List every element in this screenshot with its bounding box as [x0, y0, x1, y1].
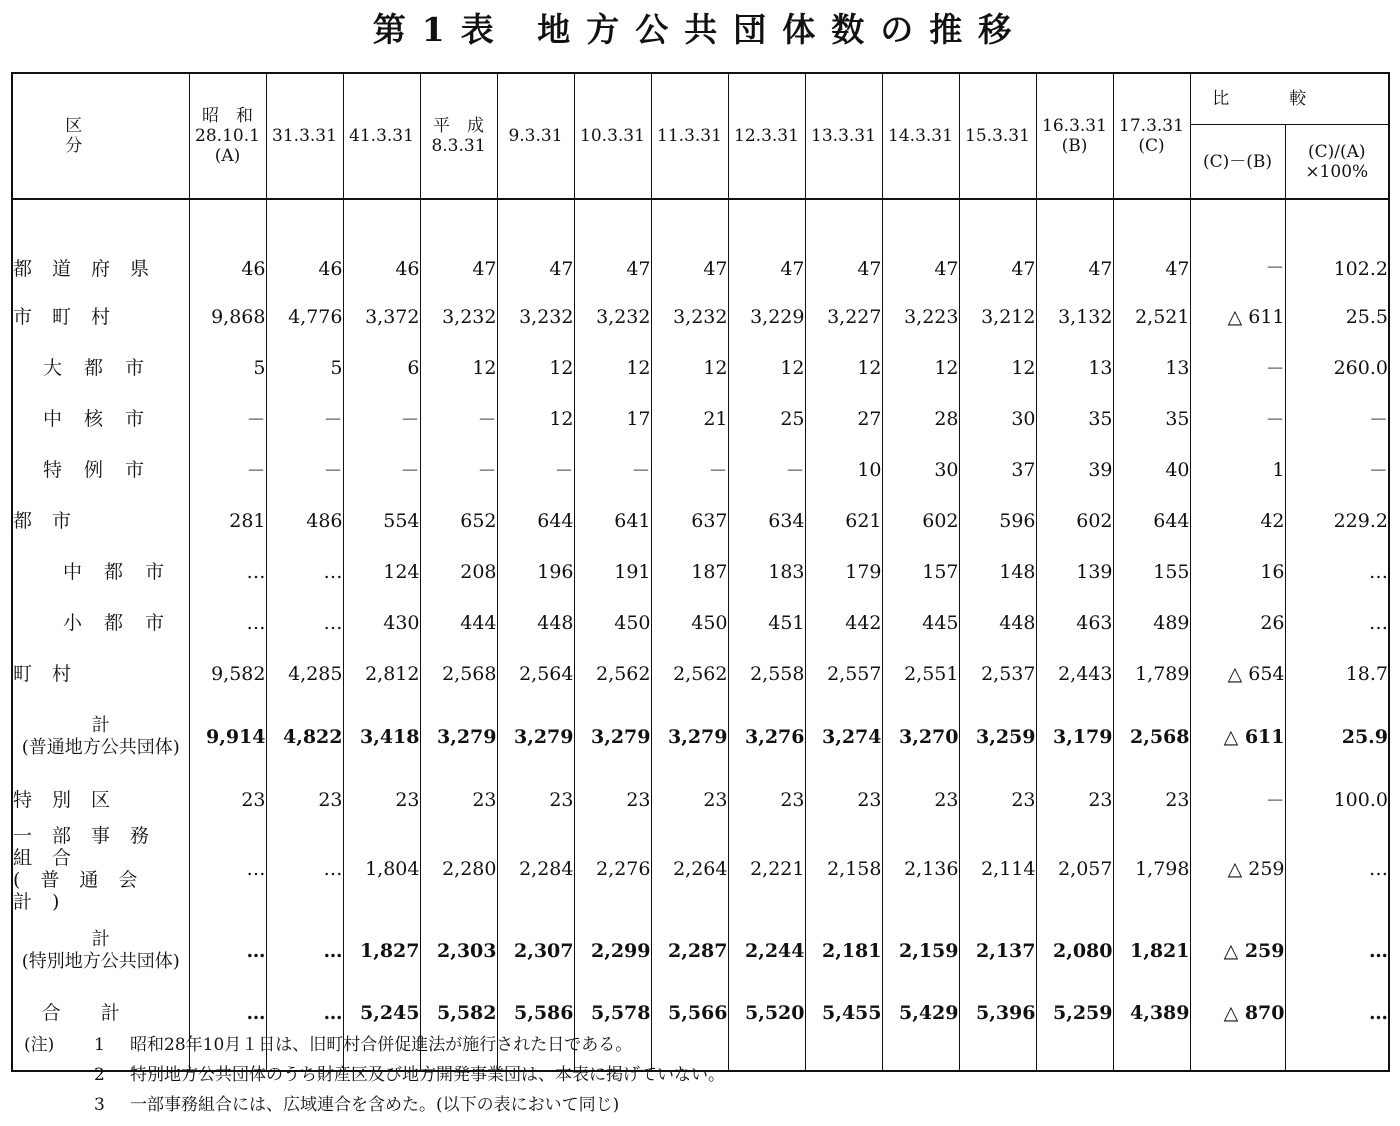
table-cell: 12 [574, 342, 651, 393]
table-cell: 21 [651, 393, 728, 444]
ratio-cell: － [1285, 444, 1389, 495]
table-cell: － [189, 393, 266, 444]
table-cell: － [574, 444, 651, 495]
diff-cell: △ 259 [1190, 825, 1285, 913]
table-cell: 10 [805, 444, 882, 495]
table-cell: 13 [1036, 342, 1113, 393]
table-cell: 2,080 [1036, 913, 1113, 988]
ratio-cell: 25.9 [1285, 699, 1389, 774]
table-cell: 450 [651, 597, 728, 648]
table-row [12, 291, 1389, 342]
table-row [12, 393, 1389, 444]
note-item [24, 1090, 725, 1120]
table-cell: 23 [420, 774, 497, 825]
table-cell: 5,245 [343, 988, 420, 1071]
table-cell: 2,181 [805, 913, 882, 988]
table-cell: 23 [497, 774, 574, 825]
diff-cell: － [1190, 774, 1285, 825]
table-cell: 187 [651, 546, 728, 597]
table-cell: 47 [1036, 199, 1113, 291]
table-cell: 35 [1036, 393, 1113, 444]
table-cell: 2,287 [651, 913, 728, 988]
table-cell: 2,443 [1036, 648, 1113, 699]
diff-cell: 26 [1190, 597, 1285, 648]
header-col: 41.3.31 [343, 73, 420, 199]
table-cell: 637 [651, 495, 728, 546]
row-label: 中都市 [63, 560, 187, 583]
note-text: 特別地方公共団体のうち財産区及び地方開発事業団は、本表に掲げていない。 [130, 1065, 725, 1085]
header-col: 13.3.31 [805, 73, 882, 199]
table-cell: … [266, 546, 343, 597]
header-col: 16.3.31 (B) [1036, 73, 1113, 199]
table-cell: 5,586 [497, 988, 574, 1071]
table-cell: 13 [1113, 342, 1190, 393]
table-cell: 5 [189, 342, 266, 393]
table-cell: 5,578 [574, 988, 651, 1071]
table-cell: － [651, 444, 728, 495]
table-cell: － [343, 393, 420, 444]
table-cell: 281 [189, 495, 266, 546]
table-cell: 644 [1113, 495, 1190, 546]
table-cell: 47 [882, 199, 959, 291]
table-cell: 2,558 [728, 648, 805, 699]
table-cell: … [266, 825, 343, 913]
header-category: 区 分 [12, 73, 189, 199]
table-cell: 3,279 [420, 699, 497, 774]
table-cell: 157 [882, 546, 959, 597]
table-cell: 3,279 [574, 699, 651, 774]
table-cell: 5,566 [651, 988, 728, 1071]
table-cell: 12 [497, 342, 574, 393]
table-cell: 448 [497, 597, 574, 648]
note-number: 1 [94, 1035, 105, 1055]
header-col: 平 成 8.3.31 [420, 73, 497, 199]
table-cell: 3,212 [959, 291, 1036, 342]
table-cell: 430 [343, 597, 420, 648]
table-cell: 2,812 [343, 648, 420, 699]
table-cell: 208 [420, 546, 497, 597]
table-cell: 5 [266, 342, 343, 393]
table-cell: 3,179 [1036, 699, 1113, 774]
table-cell: － [420, 393, 497, 444]
table-cell: 4,776 [266, 291, 343, 342]
table-cell: 4,389 [1113, 988, 1190, 1071]
diff-cell: 16 [1190, 546, 1285, 597]
table-cell: 3,276 [728, 699, 805, 774]
header-col: 15.3.31 [959, 73, 1036, 199]
table-cell: … [189, 988, 266, 1071]
table-cell: 2,136 [882, 825, 959, 913]
header-diff: (C)－(B) [1190, 125, 1285, 200]
table-cell: 2,221 [728, 825, 805, 913]
table-cell: 46 [266, 199, 343, 291]
row-label: 計 (特別地方公共団体) [21, 928, 180, 972]
table-cell: 23 [728, 774, 805, 825]
table-cell: 3,274 [805, 699, 882, 774]
table-cell: － [728, 444, 805, 495]
table-cell: 25 [728, 393, 805, 444]
note-text: 昭和28年10月１日は、旧町村合併促進法が施行された日である。 [130, 1035, 633, 1055]
table-cell: － [266, 444, 343, 495]
table-cell: 39 [1036, 444, 1113, 495]
table-cell: 46 [343, 199, 420, 291]
table-cell: 2,303 [420, 913, 497, 988]
table-cell: … [266, 988, 343, 1071]
diff-cell: △ 259 [1190, 913, 1285, 988]
table-cell: 183 [728, 546, 805, 597]
row-label: 中核市 [43, 407, 167, 430]
table-cell: 5,396 [959, 988, 1036, 1071]
table-cell: 47 [805, 199, 882, 291]
table-cell: 2,158 [805, 825, 882, 913]
note-text: 一部事務組合には、広域連合を含めた。(以下の表において同じ) [130, 1095, 620, 1115]
table-cell: 47 [651, 199, 728, 291]
row-label: 一部事務組合 (普通会計) [13, 825, 170, 913]
ratio-cell: － [1285, 393, 1389, 444]
table-row [12, 546, 1389, 597]
table-cell: 1,804 [343, 825, 420, 913]
ratio-cell: 229.2 [1285, 495, 1389, 546]
table-cell: 37 [959, 444, 1036, 495]
table-cell: 5,520 [728, 988, 805, 1071]
table-cell: 2,568 [420, 648, 497, 699]
table-header [12, 73, 1389, 199]
table-cell: 2,568 [1113, 699, 1190, 774]
table-cell: 602 [882, 495, 959, 546]
table-cell: … [189, 546, 266, 597]
table-row [12, 913, 1389, 988]
table-row [12, 199, 1389, 291]
table-cell: 12 [805, 342, 882, 393]
table-cell: － [343, 444, 420, 495]
row-label: 市町村 [13, 305, 131, 328]
table-cell: 40 [1113, 444, 1190, 495]
table-row [12, 774, 1389, 825]
table-cell: 196 [497, 546, 574, 597]
table-cell: 621 [805, 495, 882, 546]
table-cell: 5,455 [805, 988, 882, 1071]
row-label: 計 (普通地方公共団体) [21, 714, 180, 758]
table-row [12, 825, 1389, 913]
table-cell: 30 [882, 444, 959, 495]
ratio-cell: 25.5 [1285, 291, 1389, 342]
table-cell: 23 [882, 774, 959, 825]
table-cell: 2,159 [882, 913, 959, 988]
table-cell: 2,244 [728, 913, 805, 988]
table-cell: 3,259 [959, 699, 1036, 774]
table-cell: 5,429 [882, 988, 959, 1071]
table-cell: 1,827 [343, 913, 420, 988]
header-comparison: 比較 [1190, 73, 1389, 125]
table-row [12, 597, 1389, 648]
notes-head: (注) [24, 1035, 55, 1055]
row-label: 大都市 [43, 356, 167, 379]
table-cell: 641 [574, 495, 651, 546]
table-cell: 12 [728, 342, 805, 393]
table-row [12, 342, 1389, 393]
table-cell: 3,232 [651, 291, 728, 342]
ratio-cell: 18.7 [1285, 648, 1389, 699]
ratio-cell: … [1285, 913, 1389, 988]
table-cell: 634 [728, 495, 805, 546]
table-cell: 2,280 [420, 825, 497, 913]
table-cell: 30 [959, 393, 1036, 444]
table-cell: 12 [882, 342, 959, 393]
note-number: 3 [94, 1095, 105, 1115]
table-cell: 17 [574, 393, 651, 444]
table-cell: 6 [343, 342, 420, 393]
table-cell: 139 [1036, 546, 1113, 597]
table-row [12, 495, 1389, 546]
table-cell: 2,137 [959, 913, 1036, 988]
municipalities-table [11, 72, 1390, 1072]
diff-cell: △ 654 [1190, 648, 1285, 699]
table-cell: 442 [805, 597, 882, 648]
table-cell: 463 [1036, 597, 1113, 648]
header-col: 11.3.31 [651, 73, 728, 199]
table-cell: 5,582 [420, 988, 497, 1071]
table-cell: 179 [805, 546, 882, 597]
table-cell: 3,279 [651, 699, 728, 774]
table-cell: 2,057 [1036, 825, 1113, 913]
table-cell: 3,132 [1036, 291, 1113, 342]
table-row [12, 648, 1389, 699]
table-cell: … [266, 597, 343, 648]
notes [24, 1030, 725, 1120]
table-cell: 47 [1113, 199, 1190, 291]
diff-cell: 1 [1190, 444, 1285, 495]
note-item [24, 1060, 725, 1090]
table-cell: 3,279 [497, 699, 574, 774]
note-number: 2 [94, 1065, 105, 1085]
table-cell: 47 [574, 199, 651, 291]
table-cell: 3,232 [420, 291, 497, 342]
table-cell: 2,307 [497, 913, 574, 988]
table-cell: 191 [574, 546, 651, 597]
ratio-cell: … [1285, 825, 1389, 913]
diff-cell: △ 870 [1190, 988, 1285, 1071]
table-cell: － [189, 444, 266, 495]
table-cell: 23 [189, 774, 266, 825]
table-cell: 444 [420, 597, 497, 648]
ratio-cell: … [1285, 546, 1389, 597]
table-cell: … [266, 913, 343, 988]
diff-cell: － [1190, 393, 1285, 444]
table-cell: － [420, 444, 497, 495]
table-cell: 3,418 [343, 699, 420, 774]
table-cell: … [189, 913, 266, 988]
table-cell: 9,582 [189, 648, 266, 699]
table-cell: 4,285 [266, 648, 343, 699]
table-cell: － [497, 444, 574, 495]
table-cell: 2,551 [882, 648, 959, 699]
table-cell: 12 [959, 342, 1036, 393]
row-label: 都道府県 [13, 258, 170, 280]
table-cell: 451 [728, 597, 805, 648]
diff-cell: 42 [1190, 495, 1285, 546]
header-col: 10.3.31 [574, 73, 651, 199]
table-cell: 46 [189, 199, 266, 291]
table-cell: 2,299 [574, 913, 651, 988]
header-col: 31.3.31 [266, 73, 343, 199]
table-cell: 9,868 [189, 291, 266, 342]
row-label: 合計 [41, 1002, 160, 1024]
table-cell: 23 [343, 774, 420, 825]
diff-cell: － [1190, 199, 1285, 291]
table-cell: 2,276 [574, 825, 651, 913]
table-cell: 27 [805, 393, 882, 444]
table-cell: 148 [959, 546, 1036, 597]
table-cell: 602 [1036, 495, 1113, 546]
ratio-cell: … [1285, 988, 1389, 1071]
diff-cell: △ 611 [1190, 699, 1285, 774]
table-cell: 12 [497, 393, 574, 444]
table-cell: 23 [266, 774, 343, 825]
table-cell: 1,798 [1113, 825, 1190, 913]
ratio-cell: … [1285, 597, 1389, 648]
table-cell: 47 [959, 199, 1036, 291]
header-col: 17.3.31 (C) [1113, 73, 1190, 199]
header-col: 12.3.31 [728, 73, 805, 199]
table-cell: 1,789 [1113, 648, 1190, 699]
header-ratio: (C)/(A) ×100% [1285, 125, 1389, 200]
table-cell: 12 [420, 342, 497, 393]
table-cell: 2,537 [959, 648, 1036, 699]
table-cell: 23 [959, 774, 1036, 825]
table-cell: 644 [497, 495, 574, 546]
table-cell: 35 [1113, 393, 1190, 444]
table-cell: 445 [882, 597, 959, 648]
table-cell: 23 [1036, 774, 1113, 825]
table-cell: 2,562 [574, 648, 651, 699]
ratio-cell: 260.0 [1285, 342, 1389, 393]
row-label: 特例市 [43, 458, 167, 481]
row-label: 都市 [13, 509, 92, 532]
row-label: 小都市 [63, 611, 187, 634]
row-label: 町村 [13, 662, 92, 685]
table-cell: 3,223 [882, 291, 959, 342]
table-cell: 448 [959, 597, 1036, 648]
table-cell: … [189, 597, 266, 648]
table-cell: 3,232 [497, 291, 574, 342]
table-cell: 2,284 [497, 825, 574, 913]
table-cell: 652 [420, 495, 497, 546]
table-cell: 12 [651, 342, 728, 393]
table-cell: 486 [266, 495, 343, 546]
note-item [24, 1030, 725, 1060]
table-cell: 3,227 [805, 291, 882, 342]
table-cell: 124 [343, 546, 420, 597]
table-cell: 2,562 [651, 648, 728, 699]
table-cell: 3,232 [574, 291, 651, 342]
table-cell: 47 [420, 199, 497, 291]
table-cell: 23 [574, 774, 651, 825]
table-cell: 596 [959, 495, 1036, 546]
diff-cell: △ 611 [1190, 291, 1285, 342]
table-cell: 3,229 [728, 291, 805, 342]
table-row [12, 699, 1389, 774]
row-label: 特別区 [13, 788, 131, 811]
table-row [12, 444, 1389, 495]
table-cell: 2,114 [959, 825, 1036, 913]
table-cell: … [189, 825, 266, 913]
table-cell: 47 [497, 199, 574, 291]
table-cell: 23 [651, 774, 728, 825]
header-col: 昭 和 28.10.1 (A) [189, 73, 266, 199]
table-cell: 9,914 [189, 699, 266, 774]
diff-cell: － [1190, 342, 1285, 393]
table-cell: 489 [1113, 597, 1190, 648]
ratio-cell: 100.0 [1285, 774, 1389, 825]
header-col: 14.3.31 [882, 73, 959, 199]
table-body [12, 199, 1389, 1071]
table-cell: 1,821 [1113, 913, 1190, 988]
table-title: 第1表 地方公共団体数の推移 [372, 10, 1028, 49]
table-cell: 23 [1113, 774, 1190, 825]
table-cell: 23 [805, 774, 882, 825]
table-cell: 5,259 [1036, 988, 1113, 1071]
table-cell: 4,822 [266, 699, 343, 774]
table-cell: 2,521 [1113, 291, 1190, 342]
table-cell: 554 [343, 495, 420, 546]
header-col: 9.3.31 [497, 73, 574, 199]
table-cell: 2,557 [805, 648, 882, 699]
table-cell: 450 [574, 597, 651, 648]
table-cell: 28 [882, 393, 959, 444]
table-cell: 3,270 [882, 699, 959, 774]
table-cell: 47 [728, 199, 805, 291]
table-cell: 155 [1113, 546, 1190, 597]
table-cell: － [266, 393, 343, 444]
table-cell: 2,264 [651, 825, 728, 913]
table-cell: 3,372 [343, 291, 420, 342]
table-cell: 2,564 [497, 648, 574, 699]
ratio-cell: 102.2 [1285, 199, 1389, 291]
